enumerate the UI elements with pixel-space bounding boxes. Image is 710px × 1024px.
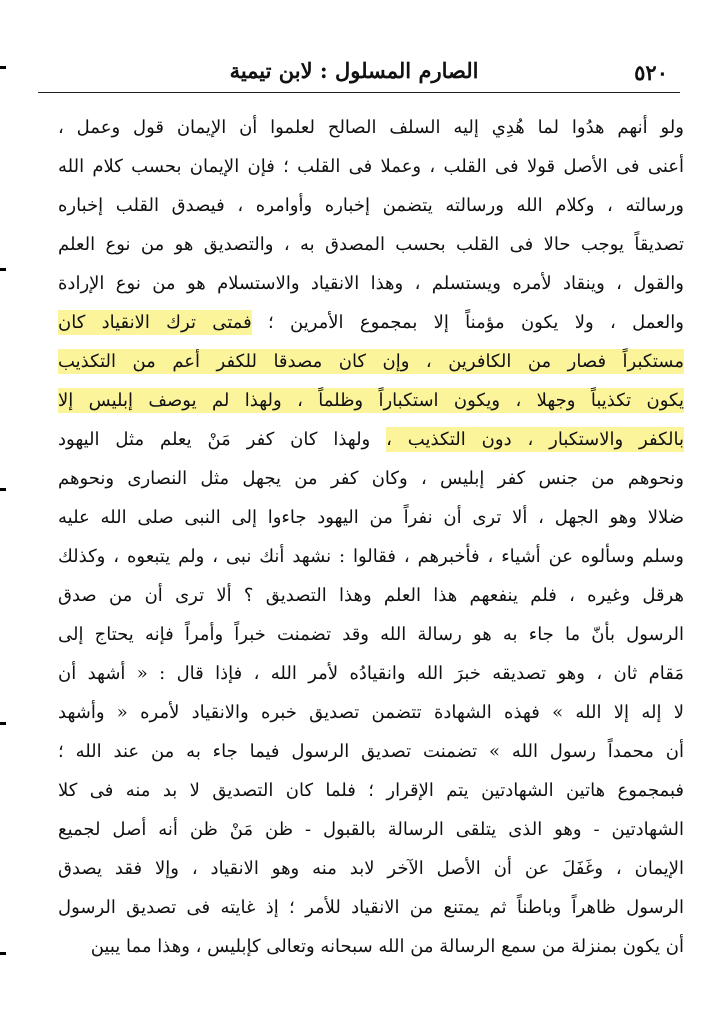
page-header <box>40 58 668 94</box>
text-line <box>58 264 684 303</box>
line-text: الرسول بأنّ ما جاء به هو رسالة الله وقد تضمنت خبراً وأمراً فإنه يحتاج إلى <box>58 624 684 645</box>
line-text: ضلالا وهو الجهل ، ألا ترى أن نفراً من اليهود جاءوا إلى النبى صلى الله عليه <box>58 507 684 528</box>
text-line <box>58 888 684 927</box>
line-text: الإيمان ، وغَفَلَ عن أن الأصل الآخر لابد منه وهو الانقياد ، وإلا فقد يصدق <box>58 858 684 879</box>
text-line <box>58 186 684 225</box>
line-text: تصديقاً يوجب حالا فى القلب بحسب المصدق به ، والتصديق هو من نوع العلم <box>58 234 684 255</box>
line-text: أعنى فى الأصل قولا فى القلب ، وعملا فى القلب ؛ فإن الإيمان بحسب كلام الله <box>58 156 684 177</box>
highlighted-text: فمتى ترك الانقياد كان <box>58 312 252 333</box>
text-line <box>58 615 684 654</box>
highlighted-text: بالكفر والاستكبار ، دون التكذيب ، <box>386 429 684 450</box>
highlighted-text: مستكبراً فصار من الكافرين ، وإن كان مصدقا للكفر أعم من التكذيب <box>58 351 684 372</box>
text-line <box>58 576 684 615</box>
page-body <box>58 108 684 966</box>
text-line <box>58 537 684 576</box>
line-text: لا إله إلا الله » فهذه الشهادة تتضمن تصديق خبره والانقياد لأمره « وأشهد <box>58 702 684 723</box>
scan-edge-mark <box>0 66 6 69</box>
line-text: والعمل ، ولا يكون مؤمناً إلا بمجموع الأمرين ؛ <box>267 312 684 333</box>
text-line <box>58 771 684 810</box>
line-text: ولهذا كان كفر مَنْ يعلم مثل اليهود <box>58 429 371 450</box>
text-line <box>58 849 684 888</box>
line-text: فبمجموع هاتين الشهادتين يتم الإقرار ؛ فلما كان التصديق لا بد منه فى كلا <box>58 780 684 801</box>
text-line <box>58 654 684 693</box>
line-text: ونحوهم من جنس كفر إبليس ، وكان كفر من يجهل مثل النصارى ونحوهم <box>58 468 684 489</box>
line-text: مَقام ثان ، وهو تصديقه خبرَ الله وانقيادُه لأمر الله ، فإذا قال : « أشهد أن <box>58 663 684 684</box>
header-rule <box>38 92 680 93</box>
text-line <box>58 459 684 498</box>
text-line <box>58 381 684 420</box>
scan-edge-mark <box>0 488 6 491</box>
line-text: ورسالته ، وكلام الله ورسالته يتضمن إخباره وأوامره ، فيصدق القلب إخباره <box>58 195 684 216</box>
scan-edge-mark <box>0 268 6 271</box>
text-line <box>58 108 684 147</box>
line-text: أن محمداً رسول الله » تضمنت تصديق الرسول فيما جاء به من عند الله ؛ <box>58 741 684 762</box>
scan-edge-mark <box>0 722 6 725</box>
line-text: الرسول ظاهراً وباطناً ثم يمتنع من الانقياد للأمر ؛ إذ غايته فى تصديق الرسول <box>58 897 684 918</box>
text-line <box>58 420 684 459</box>
text-line <box>58 342 684 381</box>
text-line <box>58 810 684 849</box>
running-title: الصارم المسلول : لابن تيمية <box>229 58 479 83</box>
line-text: هرقل وغيره ، فلم ينفعهم هذا العلم وهذا التصديق ؟ ألا ترى أن من صدق <box>58 585 684 606</box>
text-line <box>58 498 684 537</box>
text-line <box>58 147 684 186</box>
line-text: ولو أنهم هدُوا لما هُدِي إليه السلف الصالح لعلموا أن الإيمان قول وعمل ، <box>58 117 684 138</box>
text-line <box>58 732 684 771</box>
line-text: أن يكون بمنزلة من سمع الرسالة من الله سبحانه وتعالى كإبليس ، وهذا مما يبين <box>90 936 684 957</box>
line-text: والقول ، وينقاد لأمره ويستسلم ، وهذا الانقياد والاستسلام هو من نوع الإرادة <box>58 273 684 294</box>
text-line <box>58 927 684 966</box>
text-line <box>58 693 684 732</box>
highlighted-text: يكون تكذيباً وجهلا ، ويكون استكباراً وظلماً ، ولهذا لم يوصف إبليس إلا <box>58 390 684 411</box>
scan-edge-mark <box>0 952 6 955</box>
page-number: ٥٢٠ <box>634 60 668 85</box>
text-line <box>58 303 684 342</box>
text-line <box>58 225 684 264</box>
line-text: الشهادتين - وهو الذى يتلقى الرسالة بالقبول - ظن مَنْ ظن أنه أصل لجميع <box>58 819 684 840</box>
line-text: وسلم وسألوه عن أشياء ، فأخبرهم ، فقالوا : نشهد أنك نبى ، ولم يتبعوه ، وكذلك <box>58 546 684 567</box>
